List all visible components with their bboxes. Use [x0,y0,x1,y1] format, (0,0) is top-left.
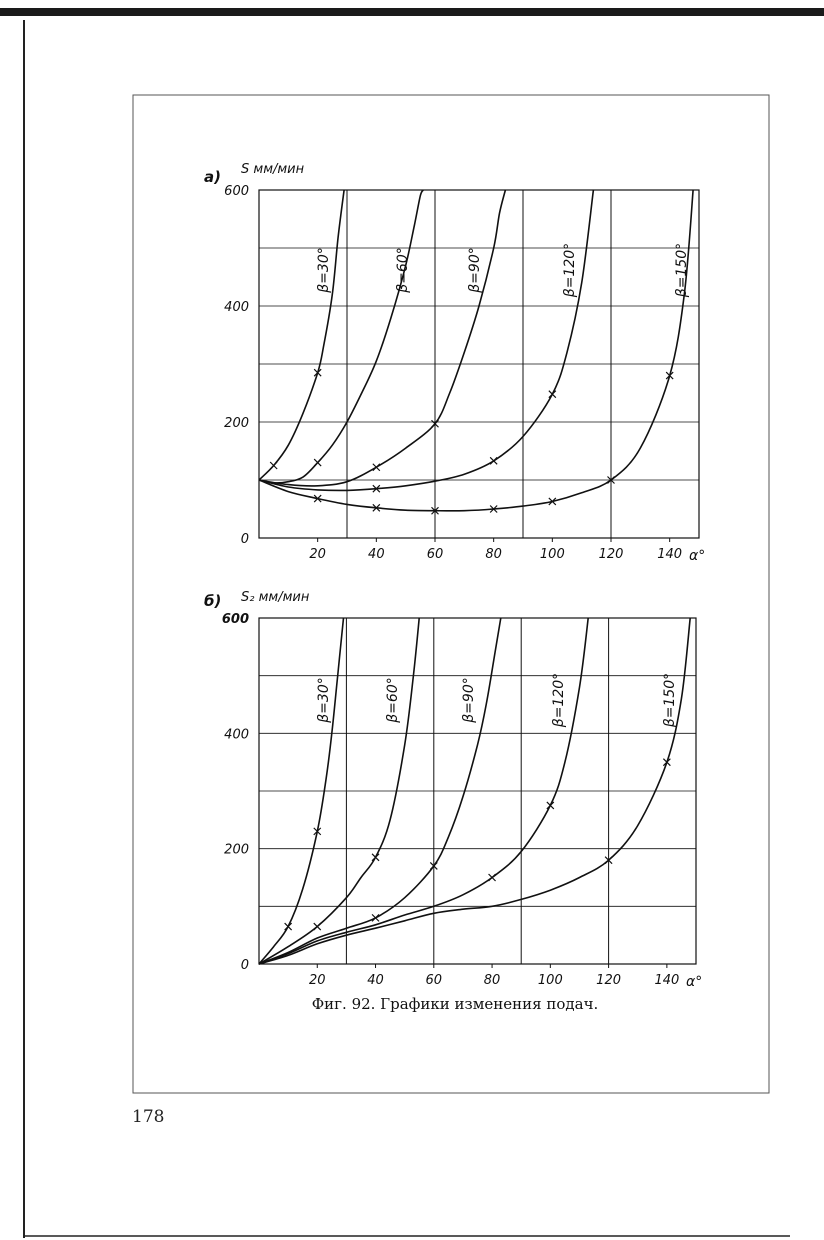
y-tick-label: 600 [221,612,249,627]
series-label: β=90° [461,677,477,723]
data-point-marker [285,923,292,930]
y-axis-title: S₂ мм/мин [241,590,310,605]
x-axis-title: α° [686,974,703,990]
chart-panel-b [204,590,702,990]
data-point-marker [314,923,321,930]
y-tick-label: 200 [224,416,249,431]
series-label: β=150° [662,672,678,728]
data-point-marker [270,462,277,469]
y-tick-label: 400 [224,300,249,315]
y-axis-title: S мм/мин [241,162,305,177]
x-tick-label: 80 [485,547,502,562]
x-axis-title: α° [689,548,706,564]
series-line [259,190,423,483]
series-label: β=90° [467,247,483,293]
x-tick-label: 20 [309,547,326,562]
series-line [259,190,505,486]
chart-panel-a [204,162,705,564]
x-tick-label: 120 [598,547,624,562]
data-point-marker [489,874,496,881]
series-line [259,190,593,490]
x-tick-label: 40 [368,547,385,562]
y-tick-label: 600 [224,184,249,199]
y-tick-label: 0 [240,958,249,973]
x-tick-label: 140 [654,973,680,988]
y-tick-label: 0 [240,532,249,547]
figure-caption: Фиг. 92. Графики изменения подач. [311,995,599,1013]
series-label: β=60° [395,247,411,293]
panel-label: а) [204,168,221,186]
data-point-marker [314,459,321,466]
series-line [259,190,693,511]
data-point-marker [490,457,497,464]
data-point-marker [373,464,380,471]
data-point-marker [549,391,556,398]
panel-label: б) [204,592,222,610]
series-label: β=120° [562,242,578,298]
series-line [259,190,344,480]
data-point-marker [372,914,379,921]
y-tick-label: 200 [224,842,249,858]
y-tick-label: 400 [224,727,249,743]
series-label: β=120° [551,672,567,728]
series-label: β=30° [316,677,332,723]
x-tick-label: 80 [483,973,501,988]
x-tick-label: 100 [537,973,563,988]
page-number: 178 [132,1107,165,1127]
x-tick-label: 120 [596,973,622,988]
x-tick-label: 100 [539,547,565,562]
series-label: β=60° [385,677,401,723]
series-label: β=150° [674,242,690,298]
data-point-marker [372,854,379,861]
x-tick-label: 60 [425,973,443,988]
x-tick-label: 60 [426,547,444,562]
data-point-marker [547,802,554,809]
x-tick-label: 140 [657,547,683,562]
scan-top-edge [0,8,824,16]
x-tick-label: 40 [367,973,384,988]
x-tick-label: 20 [308,973,326,988]
series-label: β=30° [316,247,332,293]
